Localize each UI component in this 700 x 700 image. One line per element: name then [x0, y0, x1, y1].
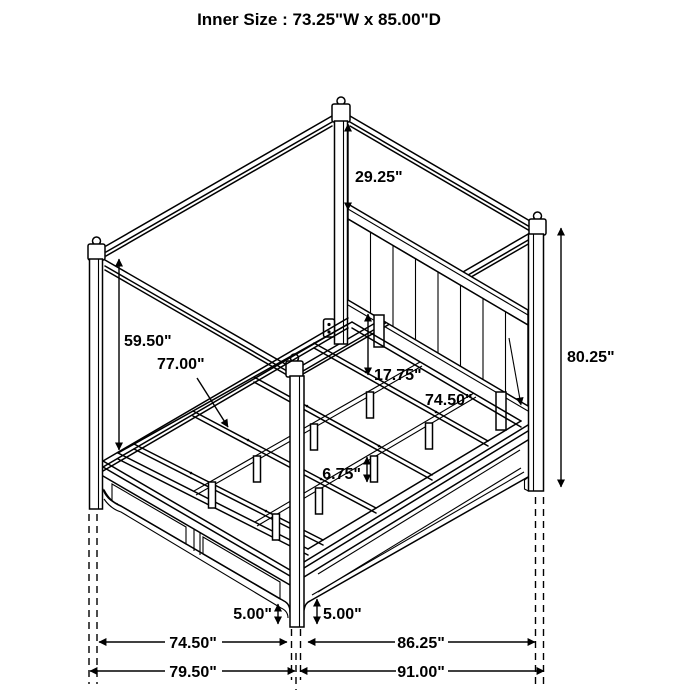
dim-leg-height-right — [317, 599, 362, 624]
dim-support-leg-height — [322, 457, 367, 483]
post-foot-left — [90, 259, 119, 509]
post-head-left — [324, 121, 348, 344]
right-side-rail-face — [304, 425, 528, 610]
dim-label: 59.50" — [124, 333, 172, 350]
dim-label: 91.00" — [397, 664, 445, 681]
dim-label: 74.50" — [425, 392, 473, 409]
dim-inner-rail-length — [425, 392, 473, 409]
extension-lines — [89, 497, 544, 690]
dim-overall-depth — [300, 664, 544, 681]
dim-leg-height-left — [233, 604, 278, 624]
dim-label: 74.50" — [169, 635, 217, 652]
dim-label: 6.75" — [322, 466, 361, 483]
dim-label: 77.00" — [157, 356, 205, 373]
dim-label: 5.00" — [323, 606, 362, 623]
dim-side-inner-depth — [308, 635, 535, 652]
post-front — [290, 376, 304, 627]
dim-overall-height — [561, 228, 615, 487]
dim-label: 17.75" — [374, 367, 422, 384]
center-support-rail — [255, 393, 476, 526]
dim-label: 79.50" — [169, 664, 217, 681]
dim-label: 80.25" — [567, 349, 615, 366]
dim-canopy-to-side-rail — [119, 259, 172, 450]
page-title: Inner Size : 73.25"W x 85.00"D — [197, 10, 441, 29]
dim-label: 5.00" — [233, 606, 272, 623]
dim-label: 86.25" — [397, 635, 445, 652]
dim-footboard-inner-width — [99, 635, 287, 652]
dim-overall-width — [90, 664, 295, 681]
footboard-face — [103, 461, 290, 618]
dim-label: 29.25" — [355, 169, 403, 186]
